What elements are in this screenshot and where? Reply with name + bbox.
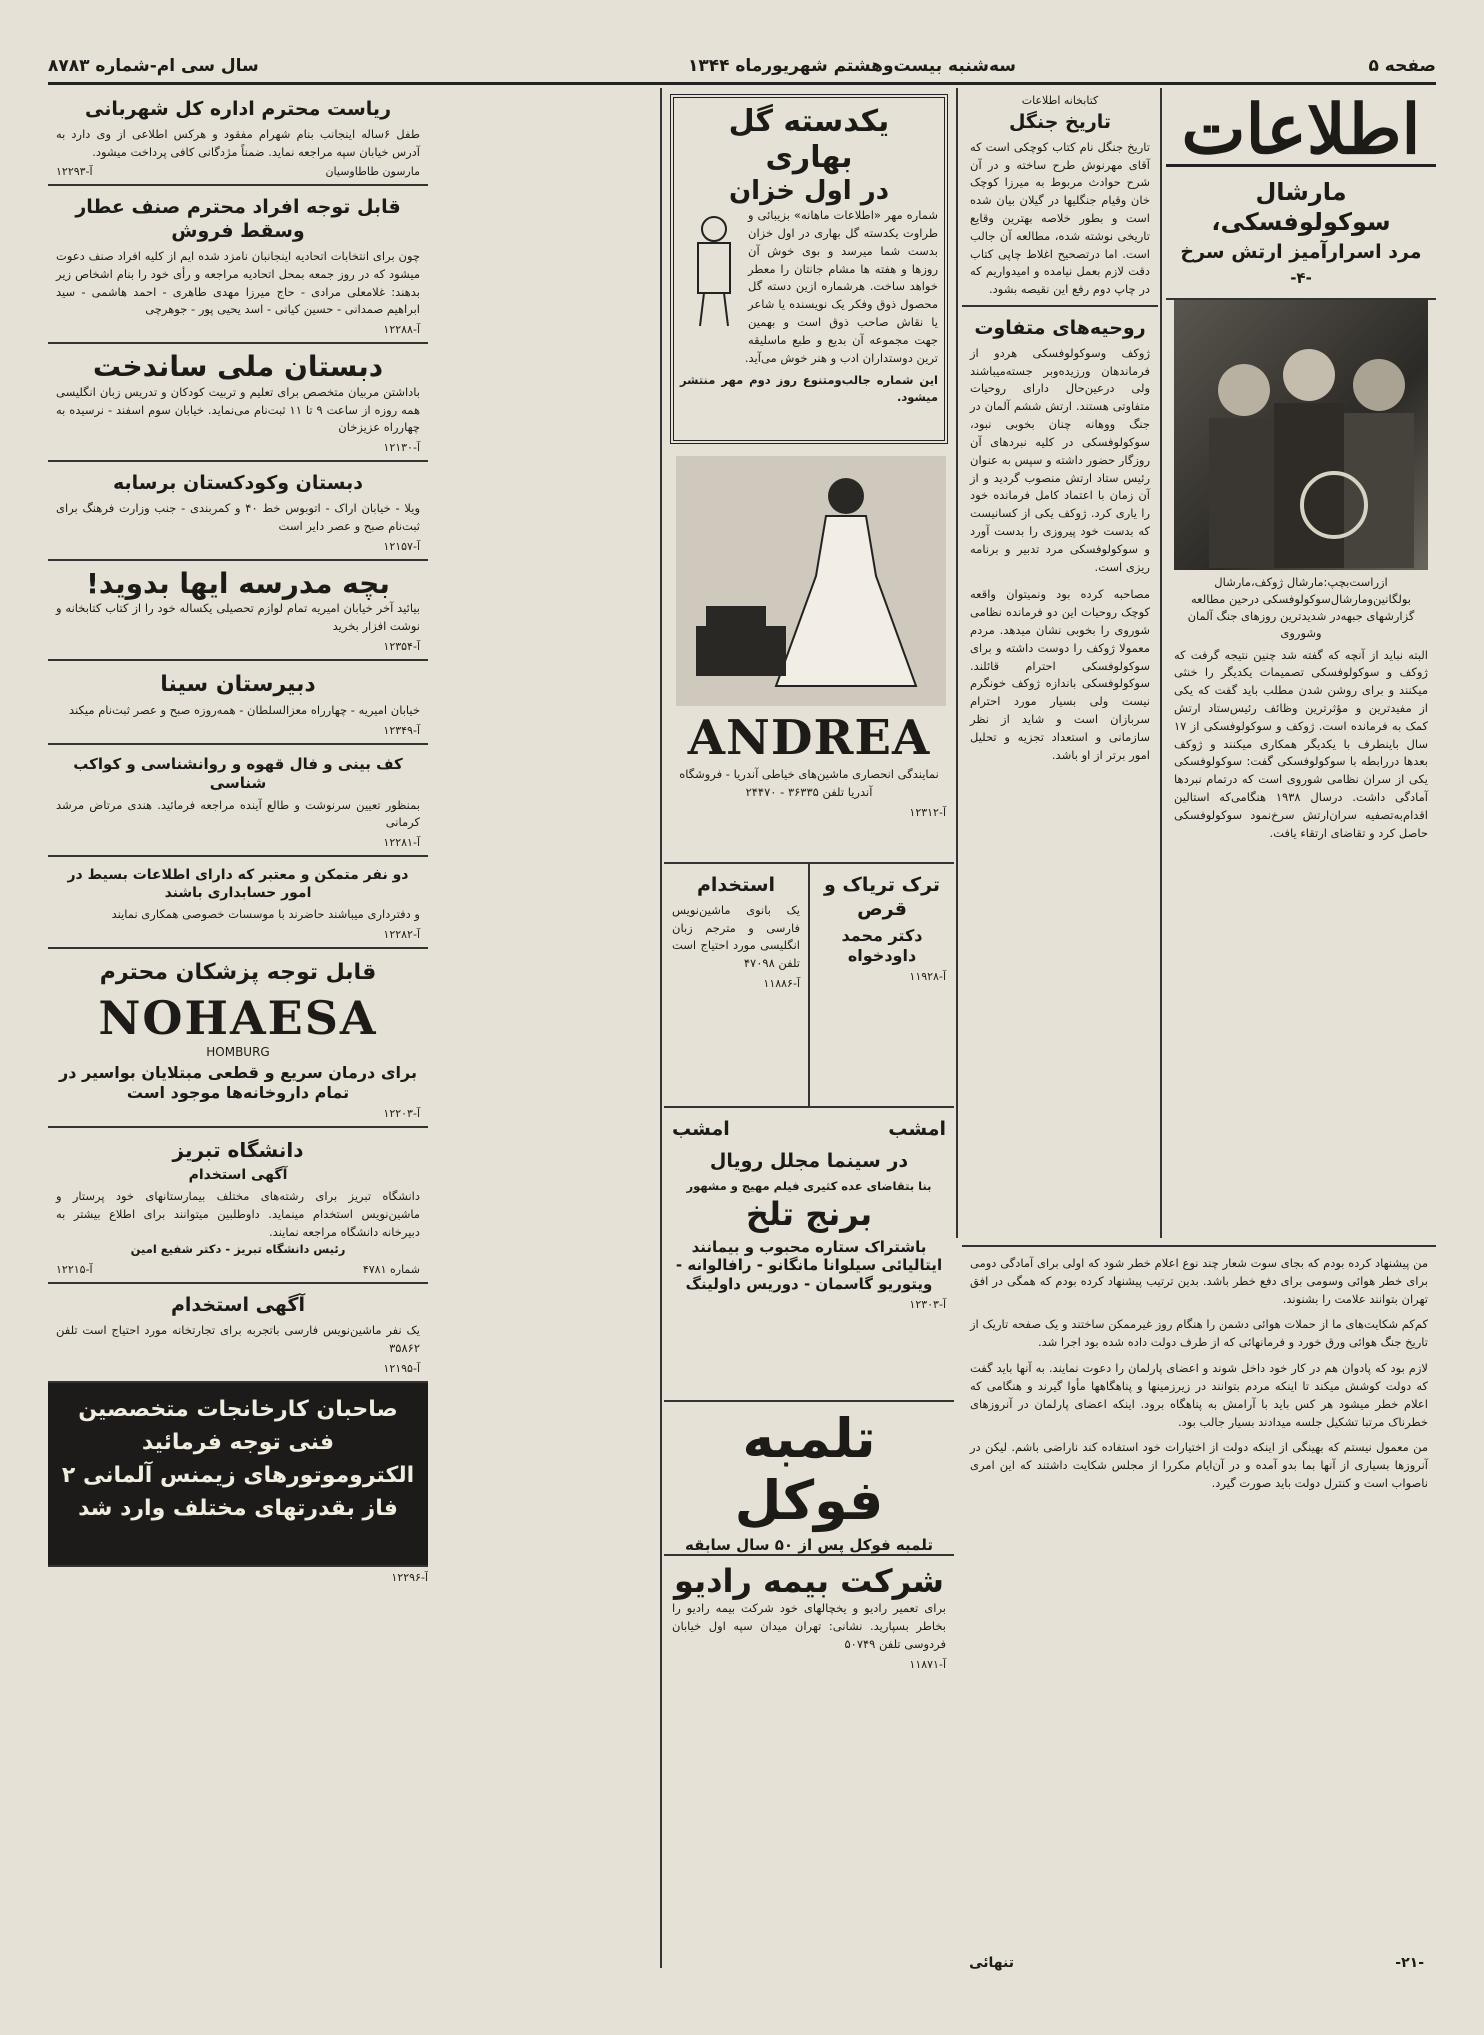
ad-code: آ-۱۲۳۰۳ [909, 1297, 946, 1311]
classified-school-1: دبستان ملی ساندخت باداشتن مربیان متخصص برای تعلیم و تربیت کودکان و تدریس زبان انگلیسی همه روزه از ساعت ۹ تا ۱۱ ثبت‌نام می‌نماید. خیابان سوم اسفند - نرسیده به چهارراه عزیزخان آ-۱۲۱۳۰ [48, 344, 428, 462]
sewing-machine-ad [664, 450, 954, 864]
classified-missing-child: ریاست محترم اداره کل شهربانی طفل ۶ساله اینجانب بنام شهرام مفقود و هرکس اطلاعی از وی دارد به آدرس خیابان سپه مراجعه نماید. ضمناً مژدگانی کافی پرداخت میشود. مارسون طاطاوسیان آ-۱۲۲۹۳ [48, 88, 428, 186]
masthead-logo: اطلاعات [1181, 90, 1421, 170]
classified-high-school: دبیرستان سینا خیابان امیریه - چهارراه معزالسلطان - همه‌روزه صبح و عصر ثبت‌نام میکند آ-۱۲۳۴۹ [48, 661, 428, 745]
classified-guild-notice: قابل توجه افراد محترم صنف عطار وسقط فروش چون برای انتخابات اتحادیه اینجانبان نامزد شده ایم از کلیه افراد صنف دعوت میشود که در روز جمعه بمحل اتحادیه مراجعه و رأی خود را بنام اشخاص زیر بدهند: غلامعلی مرادی - حاج میرزا مهدی طاهری - احمد هاشمی - سید ابراهیم صمدانی - حسین کیانی - اسد یحیی پور - جوهرچی آ-۱۲۲۸۸ [48, 186, 428, 344]
editorial-paragraph-3: لازم بود که پادوان هم در کار خود داخل شوند و اعضای پارلمان را دعوت نمایند. به آنها باید گفت که دولت کوشش میکند تا اینکه مردم بتوانند در زیرزمینها و پناهگاهها مأوا گیرند و هنگامی که اعلام خطر میشود هر کس باید با آرامش به پناهگاه برود. اینکه اعضای پارلمان در آنروزهای خطرناک مرتبا تشکیل جلسه میدادند بسیار جالب بود. [970, 1361, 1428, 1429]
hiring-ad-title: استخدام [696, 874, 776, 896]
newsboy-illustration [684, 211, 744, 331]
editorial-tag: تنهائی [969, 1955, 1014, 1971]
article-part: -۴- [1290, 268, 1312, 287]
cinema-ad [664, 1108, 954, 1402]
section-heading: روحیه‌های متفاوت [974, 317, 1146, 340]
insurance-title: شرکت بیمه رادیو [674, 1562, 944, 1600]
magazine-ad-footer: این شماره جالب‌ومتنوع روز دوم مهر منتشر میشود. [680, 372, 938, 405]
magazine-ad-title: یکدسته گل بهاری [728, 104, 890, 175]
dress-figure-illustration [676, 456, 946, 706]
sewing-ad-body: نمایندگی انحصاری ماشین‌های خیاطی آندریا - فروشگاه آندریا تلفن ۳۶۳۳۵ - ۲۴۴۷۰ [679, 767, 939, 799]
issue-date: سه‌شنبه بیست‌وهشتم شهریورماه ۱۳۴۴ [687, 56, 1016, 76]
classified-fortune-teller: کف بینی و فال قهوه و روانشناسی و کواکب شناسی بمنظور تعیین سرنوشت و طالع آینده مراجعه فرمائید. هندی مرتاض مرشد کرمانی آ-۱۲۲۸۱ [48, 745, 428, 857]
editorial-paragraph-4: من معمول نیستم که بهینگی از اینکه دولت از اختیارات خود استفاده کند ناراضی باشم. لیکن در آنروزها بسیاری از آنها بما بدو آمده و در آن‌ایام مکررا از مجلس شکایت داشتند که این امری ناصواب است و کنترل دولت باید صورت گیرد. [970, 1440, 1428, 1490]
ad-code: آ-۱۱۹۲۸ [909, 969, 946, 983]
cinema-intro: بنا بتقاضای عده کثیری فیلم مهیج و مشهور [686, 1178, 932, 1193]
issue-number: سال سی ام-شماره ۸۷۸۳ [48, 56, 259, 76]
column-divider [1160, 88, 1162, 1238]
continuation-text: ژوکف وسوکولوفسکی هردو از فرماندهان ورزیده‌وبر جسته‌میباشند ولی درعین‌حال دارای روحیات متفاوتی هستند. ارتش ششم آلمان در جنگ ووهانه چنان بخوبی نبود، سوکولوفسکی در کلیه نبردهای آن روزگار حضور داشته و سپس به عنوان رئیس ستاد ارتش منصوب گردید و از آن زمان با اعتماد کامل فرمانده خود را یاری کرد. ژوکف یکی از کسانیست که بدست خود پیروزی را بدست آورد و سوکولوفسکی مرد تدبیر و برنامه ریزی است. [970, 345, 1150, 574]
electromotor-ad: صاحبان کارخانجات متخصصین فنی توجه فرمائید الکتروموتورهای زیمنس آلمانی ۲ فاز بقدرتهای مختلف وارد شد [48, 1383, 428, 1567]
doctor-name: دکتر محمد داودخواه [841, 925, 923, 965]
article-subtitle: مرد اسرارآمیز ارتش سرخ [1180, 241, 1422, 263]
ads-column-middle [664, 88, 954, 1968]
brand-logo: NOHAESA [98, 990, 378, 1045]
photo-figures-illustration [1174, 300, 1428, 570]
insurance-body: برای تعمیر رادیو و یخچالهای خود شرکت بیمه رادیو را بخاطر بسپارید. نشانی: تهران میدان سپه اول خیابان فردوسی تلفن ۵۰۷۴۹ [672, 1601, 946, 1652]
insurance-ad [664, 1556, 954, 1728]
article-continuation [962, 307, 1158, 770]
editorial-paragraph-2: کم‌کم شکایت‌های ما از حملات هوائی دشمن را هنگام روز غیرممکن ساختند و یک صفحه تاریک از تاریخ جنگ هوائی ورق خورد و فرمانهائی که از طرف دولت داده شده بود اجرا شد. [970, 1317, 1428, 1350]
section-label: کتابخانه اطلاعات [1021, 94, 1099, 107]
hiring-ad [664, 864, 808, 1108]
page-number: صفحه ۵ [1368, 56, 1436, 76]
doctor-ad-title: ترک تریاک و قرص [823, 874, 941, 920]
hiring-ad-2: آگهی استخدام یک نفر ماشین‌نویس فارسی باتجربه برای تجارتخانه مورد احتیاج است تلفن ۳۵۸۶۲ آ-۱۲۱۹۵ [48, 1284, 428, 1382]
book-review-text: تاریخ جنگل نام کتاب کوچکی است که آقای مهرنوش طرح ساخته و در آن شرح حوادث مربوط به میرزا کوچک خان وقیام جنگلیها در گیلان بیان شده است و بطور خلاصه بهترین وقایع تاریخی نوشته شده، مطالعه آن جالب است. اما درتصحیح اغلاط چاپی کتاب دقت لازم بعمل نیامده و امیدواریم که در چاپ دوم رفع این نقیصه بشود. [970, 139, 1150, 297]
classified-accountants: دو نفر متمکن و معتبر که دارای اطلاعات بسیط در امور حسابداری باشند و دفترداری میباشند حاضرند با موسسات خصوصی همکاری نمایند آ-۱۲۲۸۲ [48, 857, 428, 949]
ad-code: آ-۱۱۸۸۶ [763, 977, 800, 990]
photo-caption: ازراست‌بچپ:مارشال ژوکف،مارشال بولگانین‌ومارشال‌سوکولوفسکی درحین مطالعه گزارشهای جبهه‌در شدیدترین روزهای جنگ آلمان وشوروی [1187, 574, 1415, 641]
brand-logo: ANDREA [687, 710, 931, 766]
pharma-ad: قابل توجه پزشکان محترم NOHAESA HOMBURG برای درمان سریع و قطعی مبتلایان بواسیر در تمام داروخانه‌ها موجود است آ-۱۲۲۰۳ [48, 949, 428, 1128]
continuation-text-2: مصاحبه کرده بود ونمیتوان واقعه کوچک روحیات این دو فرمانده نظامی شوروی را بخوبی نشان میدهد. مردم معمولا ژوکف را دوست داشته و برای سوکولوفسکی احترام قائلند. سوکولوفسکی باندازه ژوکف خونگرم نیست ولی بسیار مورد احترام سربازان است و شاید از نظر سازمانی و استعداد تجزیه و تحلیل امور برتر از او باشد. [970, 587, 1150, 762]
ad-code: آ-۱۱۸۷۱ [909, 1657, 946, 1671]
cinema-tag: امشب [672, 1118, 730, 1140]
pump-body: تلمبه فوکل پس از ۵۰ سال سابقه [685, 1536, 933, 1555]
article-title: مارشال سوکولوفسکی، [1211, 178, 1391, 236]
book-title: تاریخ جنگل [1008, 111, 1112, 133]
page-header [48, 52, 1436, 85]
lead-article-heading [1166, 164, 1436, 300]
small-ads-row [664, 864, 954, 1108]
column-divider [956, 88, 958, 1238]
column-divider [660, 88, 662, 1968]
ad-code: آ-۱۲۲۹۶ [391, 1570, 428, 1584]
pump-title: تلمبه فوکل [734, 1407, 884, 1533]
magazine-ad-body: شماره مهر «اطلاعات ماهانه» بزیبائی و طراوت یکدسته گل بهاری در اول خزان بدست شما میرسد و بوی خوش آن روزها و هفته ها مشام جانتان را معطر خواهد ساخت. هرشماره ازین دسته گل محصول ذوق وفکر یک نویسنده یا شاعر یا نقاش صاحب ذوق است و بهمین جهت مجموعه آن بدیع و طبع ماسلیقه ترین دوستداران ادب و هنر خوش می‌آید. [744, 208, 938, 365]
editorial-signature: -۲۱- [1395, 1955, 1424, 1971]
magazine-ad [670, 94, 948, 444]
hiring-ad-body: یک بانوی ماشین‌نویس فارسی و مترجم زبان انگلیسی مورد احتیاج است تلفن ۴۷۰۹۸ [672, 902, 800, 971]
classified-school-2: دبستان وکودکستان برسابه ویلا - خیابان اراک - اتوبوس خط ۴۰ و کمربندی - جنب وزارت فرهنگ برای ثبت‌نام صبح و عصر دایر است آ-۱۲۱۵۷ [48, 462, 428, 560]
article-photo [1174, 300, 1428, 570]
university-ad: دانشگاه تبریز آگهی استخدام دانشگاه تبریز برای رشته‌های مختلف بیمارستانهای خود پرستار و ماشین‌نویس استخدام مینماید. داوطلبین میتوانند برای اطلاع بیشتر به دبیرخانه دانشگاه مراجعه نمایند. رئیس دانشگاه تبریز - دکتر شفیع امین شماره ۴۷۸۱ آ-۱۲۲۱۵ [48, 1128, 428, 1285]
cinema-name: در سینما مجلل رویال [709, 1149, 909, 1172]
doctor-ad [808, 864, 954, 1108]
film-cast: باشتراک ستاره محبوب و بیمانند ایتالیائی سیلوانا مانگانو - رافالوانه - ویتوریو گاسمان - دوریس داولینگ [675, 1237, 943, 1294]
book-review [962, 88, 1158, 307]
article-body: البته نباید از آنچه که گفته شد چنین نتیجه گرفت که ژوکف و سوکولوفسکی تصمیمات یکدیگر را خنثی میکنند و برای روشن شدن مطلب باید گفت که یکی از مفیدترین و مؤثرترین وظائف رئیس‌ستاد ارتش کمک به فرمانده است. ژوکف و سوکولوفسکی از ۱۷ سال باینطرف با یکدیگر همکاری میکنند و ژوکف بعدها دررابطه با سوکولوفسکی گفت: سوکولوفسکی یکی از سران نظامی شوروی است که درتمام نبردها آمادگی داشت. درسال ۱۹۳۸ هنگامی‌که استالین اقدام‌به‌تصفیه سران‌ارتش سرخ‌نمود سوکولوفسکی حاصل کرد و تقاضای ارتقاء یافت. [1174, 647, 1429, 840]
article-continuation-column [962, 88, 1158, 1238]
magazine-ad-subtitle: در اول خزان [728, 176, 890, 206]
classifieds-column [48, 88, 428, 1968]
film-title: برنج تلخ [745, 1195, 873, 1234]
pump-ad [664, 1402, 954, 1556]
lead-article-column [1166, 88, 1436, 1238]
classified-school-supplies: بچه مدرسه ایها بدوید! بیائید آخر خیابان امیریه تمام لوازم تحصیلی یکساله خود را از کتاب کتابخانه و نوشت افزار بخرید آ-۱۲۳۵۴ [48, 561, 428, 661]
editorial-section [962, 1245, 1436, 1967]
cinema-tag: امشب [888, 1118, 946, 1140]
ad-code: آ-۱۲۳۱۲ [909, 805, 946, 819]
editorial-paragraph-1: من پیشنهاد کرده بودم که بجای سوت شعار چند نوع اعلام خطر شود که اولی برای آمادگی دومی برای خطر هوائی وسومی برای دفع خطر باشد. بدین ترتیب پیشنهاد کرده بودم که همگی در افق تهران بتوانند علامت را بشنوند. [970, 1256, 1428, 1306]
brand-sub: HOMBURG [206, 1044, 270, 1059]
